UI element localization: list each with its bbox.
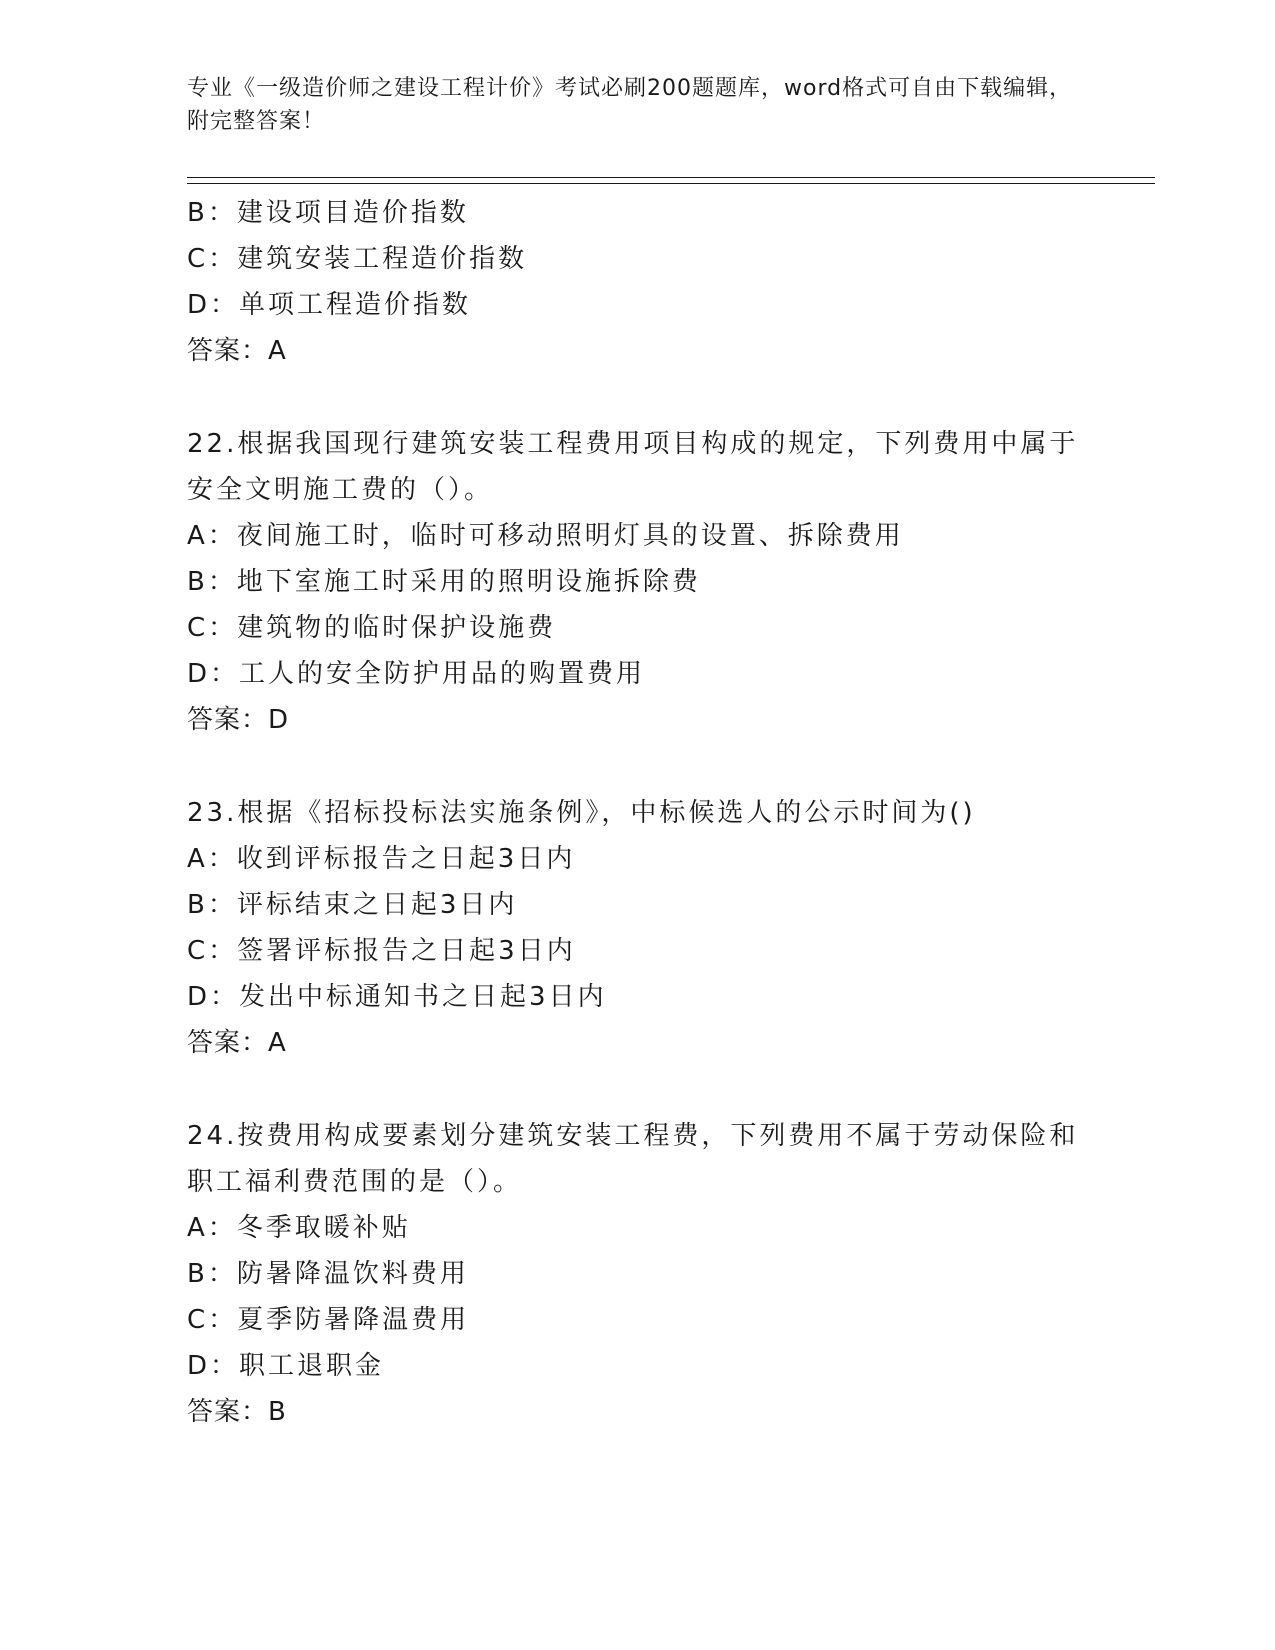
answer: 答案：A — [187, 336, 287, 366]
question-22 — [187, 421, 1137, 743]
question-24 — [187, 1113, 1137, 1435]
option-b: B：评标结束之日起3日内 — [187, 890, 518, 920]
question-21-tail — [187, 190, 1137, 374]
option-c: C：签署评标报告之日起3日内 — [187, 936, 576, 966]
header-divider-top — [187, 177, 1155, 178]
option-a: A：夜间施工时，临时可移动照明灯具的设置、拆除费用 — [187, 521, 904, 551]
question-23 — [187, 790, 1137, 1066]
option-a: A：冬季取暖补贴 — [187, 1213, 411, 1243]
answer: 答案：A — [187, 1028, 287, 1058]
spacer — [187, 743, 1137, 790]
answer: 答案：B — [187, 1397, 287, 1427]
option-c: C：建筑物的临时保护设施费 — [187, 613, 557, 643]
header-divider-bottom — [187, 183, 1155, 184]
option-b: B：防暑降温饮料费用 — [187, 1259, 469, 1289]
question-text: 24.按费用构成要素划分建筑安装工程费，下列费用不属于劳动保险和职工福利费范围的是（）。 — [187, 1121, 1079, 1197]
option-c: C：夏季防暑降温费用 — [187, 1305, 470, 1335]
option-d: D：发出中标通知书之日起3日内 — [187, 982, 607, 1012]
document-header: 专业《一级造价师之建设工程计价》考试必刷200题题库，word格式可自由下载编辑，附完整答案！ — [187, 76, 1073, 134]
option-d: D：职工退职金 — [187, 1351, 385, 1381]
spacer — [187, 1066, 1137, 1113]
option-a: A：收到评标报告之日起3日内 — [187, 844, 576, 874]
answer: 答案：D — [187, 705, 290, 735]
option-d: D：单项工程造价指数 — [187, 290, 472, 320]
option-b: B：地下室施工时采用的照明设施拆除费 — [187, 567, 701, 597]
spacer — [187, 374, 1137, 421]
option-d: D：工人的安全防护用品的购置费用 — [187, 659, 646, 689]
question-text: 22.根据我国现行建筑安装工程费用项目构成的规定，下列费用中属于安全文明施工费的（）。 — [187, 429, 1079, 505]
option-b: B：建设项目造价指数 — [187, 198, 469, 228]
question-text: 23.根据《招标投标法实施条例》，中标候选人的公示时间为() — [187, 798, 976, 828]
option-c: C：建筑安装工程造价指数 — [187, 244, 528, 274]
question-list — [187, 190, 1137, 1435]
